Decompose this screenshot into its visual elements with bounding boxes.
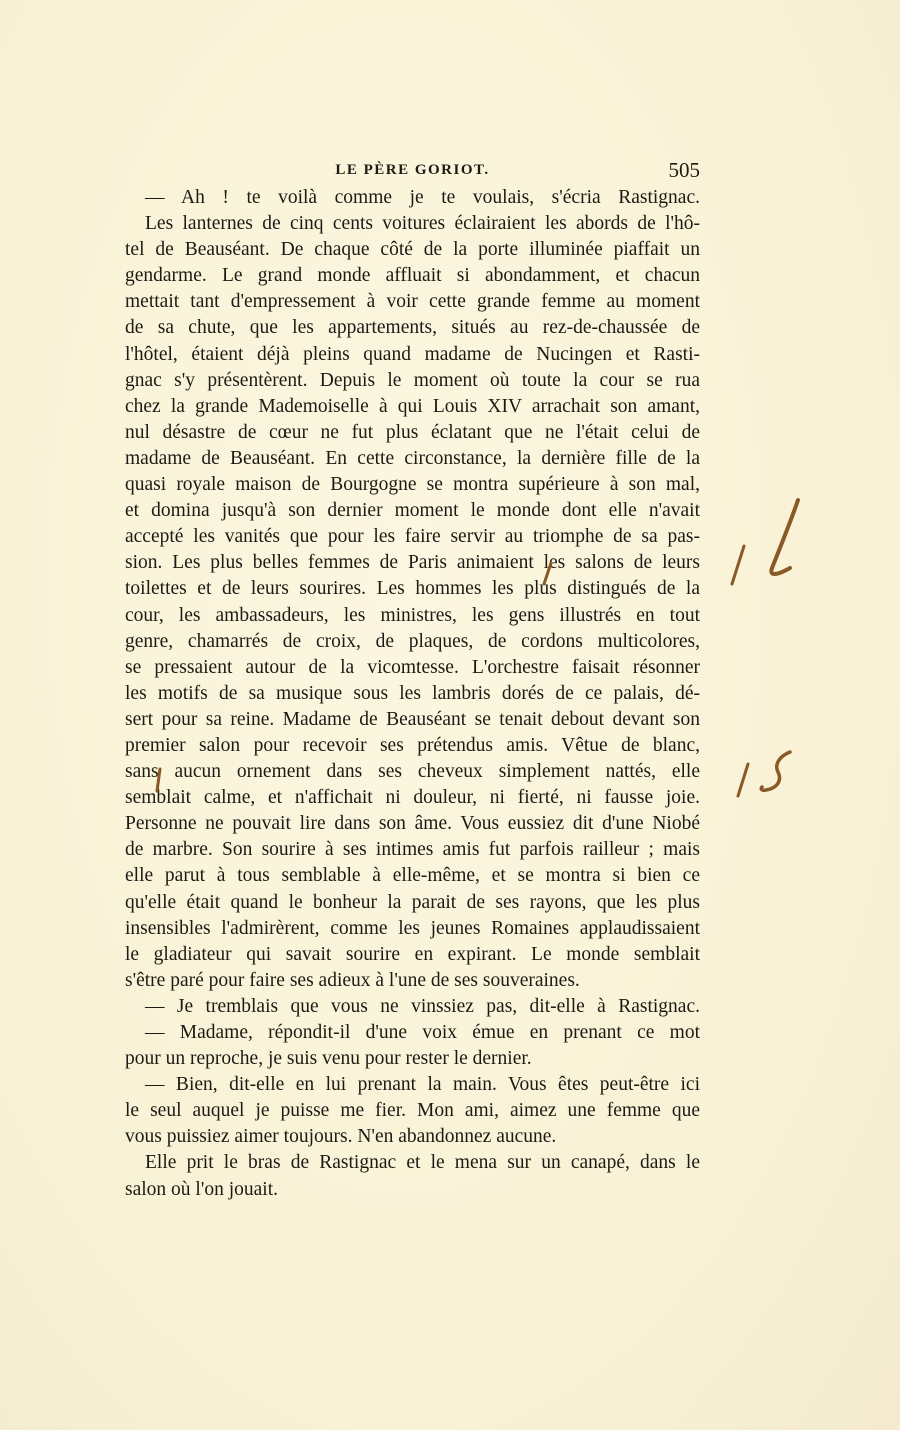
page-header — [125, 158, 700, 184]
text-line: premier salon pour recevoir ses prétendus amis. Vêtue de blanc, — [125, 734, 700, 756]
text-line: gendarme. Le grand monde affluait si abondamment, et chacun — [125, 265, 700, 287]
text-line: mettait tant d'empressement à voir cette grande femme au moment — [125, 291, 700, 313]
text-line: elle parut à tous semblable à elle-même, et se montra si bien ce — [125, 865, 700, 887]
text-line: qu'elle était quand le bonheur la parait de ses rayons, que les plus — [125, 891, 700, 913]
text-line: — Je tremblais que vous ne vinssiez pas, dit-elle à Rastignac. — [145, 995, 700, 1017]
text-line: sion. Les plus belles femmes de Paris animaient les salons de leurs — [125, 552, 700, 574]
running-title: LE PÈRE GORIOT. — [335, 162, 490, 178]
text-line: se pressaient autour de la vicomtesse. L'orchestre faisait résonner — [125, 656, 700, 678]
text-line: Les lanternes de cinq cents voitures éclairaient les abords de l'hô- — [145, 213, 700, 235]
text-line: tel de Beauséant. De chaque côté de la porte illuminée piaffait un — [125, 239, 700, 261]
text-line: gnac s'y présentèrent. Depuis le moment où toute la cour se rua — [125, 369, 700, 391]
text-line: chez la grande Mademoiselle à qui Louis XIV arrachait son amant, — [125, 395, 700, 417]
text-line: — Ah ! te voilà comme je te voulais, s'écria Rastignac. — [145, 187, 700, 208]
body-text — [125, 185, 700, 1203]
text-line: genre, chamarrés de croix, de plaques, de cordons multicolores, — [125, 630, 700, 652]
text-line: semblait calme, et n'affichait ni douleur, ni fierté, ni fausse joie. — [125, 787, 700, 809]
proofreading-mark-l — [718, 488, 808, 598]
text-line: et domina jusqu'à son dernier moment le monde dont elle n'avait — [125, 500, 700, 522]
text-line: sert pour sa reine. Madame de Beauséant se tenait debout devant son — [125, 708, 700, 730]
text-line: — Madame, répondit-il d'une voix émue en prenant ce mot — [145, 1022, 700, 1043]
text-line: — Bien, dit-elle en lui prenant la main. Vous êtes peut-être ici — [145, 1074, 700, 1096]
text-line: le gladiateur qui savait sourire en expirant. Le monde semblait — [125, 943, 700, 965]
inline-correction-mark — [152, 766, 166, 794]
proofreading-mark-s — [728, 742, 808, 812]
text-line: de sa chute, que les appartements, situés au rez-de-chaussée de — [125, 317, 700, 339]
text-line: accepté les vanités que pour les faire servir au triomphe de sa pas- — [125, 526, 700, 548]
text-line: Personne ne pouvait lire dans son âme. Vous eussiez dit d'une Niobé — [125, 813, 700, 835]
text-line: toilettes et de leurs sourires. Les hommes les plus distingués de la — [125, 578, 700, 600]
text-line: insensibles l'admirèrent, comme les jeunes Romaines applaudissaient — [125, 917, 700, 939]
text-line: pour un reproche, je suis venu pour rester le dernier. — [125, 1048, 532, 1070]
text-line: le seul auquel je puisse me fier. Mon ami, aimez une femme que — [125, 1100, 700, 1122]
text-line: les motifs de sa musique sous les lambris dorés de ce palais, dé- — [125, 682, 700, 704]
text-line: vous puissiez aimer toujours. N'en abandonnez aucune. — [125, 1126, 557, 1148]
text-line: Elle prit le bras de Rastignac et le mena sur un canapé, dans le — [145, 1152, 700, 1174]
text-line: salon où l'on jouait. — [125, 1178, 279, 1200]
page-number: 505 — [668, 158, 700, 182]
inline-correction-mark — [539, 560, 557, 588]
text-line: quasi royale maison de Bourgogne se montra supérieure à son mal, — [125, 474, 700, 496]
text-line: sans aucun ornement dans ses cheveux simplement nattés, elle — [125, 761, 700, 783]
text-line: cour, les ambassadeurs, les ministres, les gens illustrés en tout — [125, 604, 700, 626]
text-line: madame de Beauséant. En cette circonstance, la dernière fille de la — [125, 447, 700, 469]
text-line: de marbre. Son sourire à ses intimes amis fut parfois railleur ; mais — [125, 839, 700, 861]
text-line: nul désastre de cœur ne fut plus éclatant que ne l'était celui de — [125, 421, 700, 443]
text-line: s'être paré pour faire ses adieux à l'une de ses souveraines. — [125, 969, 580, 991]
text-line: l'hôtel, étaient déjà pleins quand madame de Nucingen et Rasti- — [125, 343, 700, 365]
